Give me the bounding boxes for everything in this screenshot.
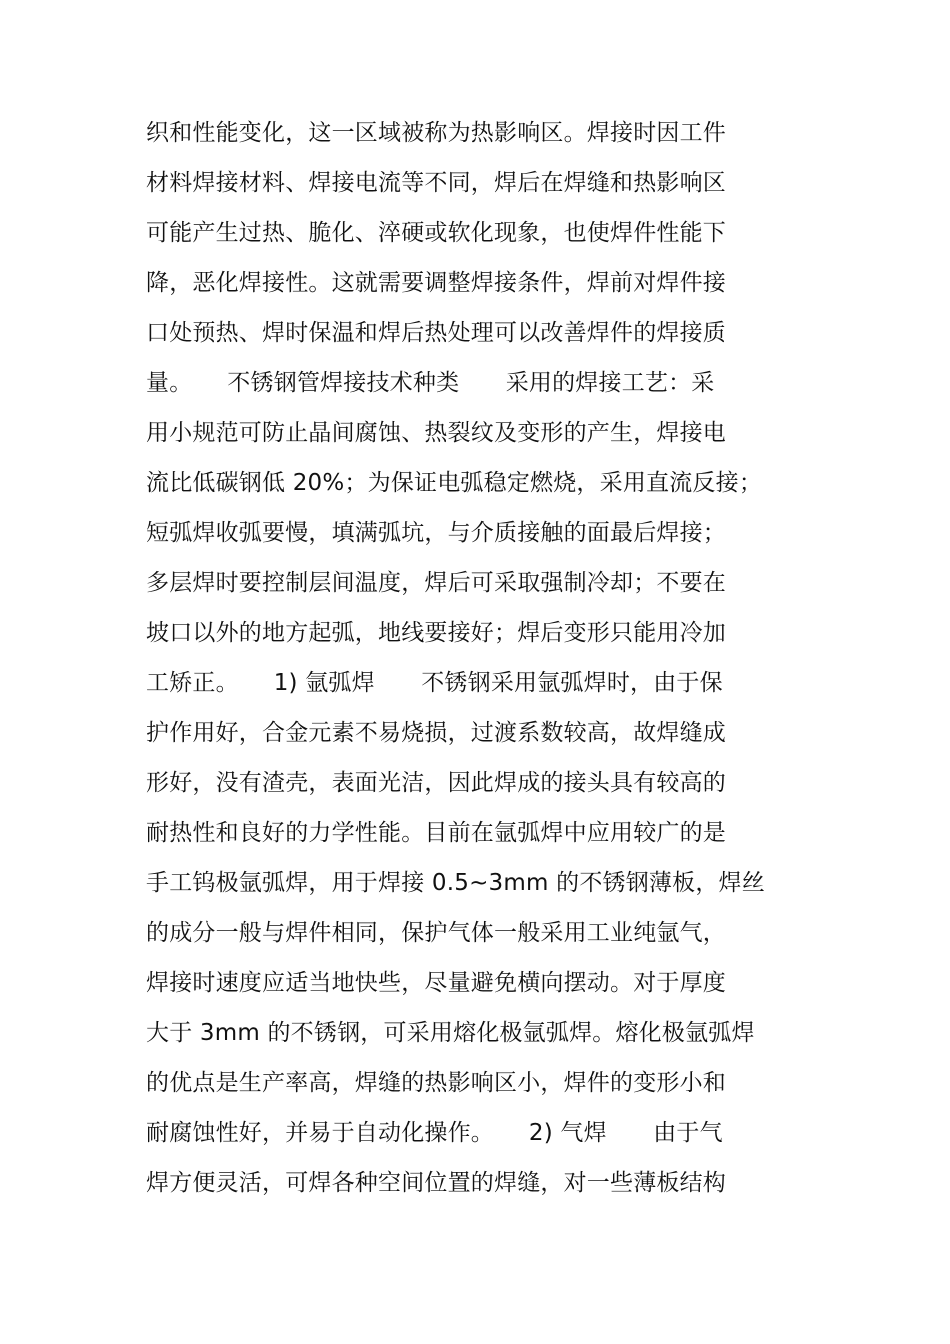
text-line: 的成分一般与焊件相同，保护气体一般采用工业纯氩气，: [146, 920, 726, 946]
text-line: 流比低碳钢低 20%；为保证电弧稳定燃烧，采用直流反接；: [146, 470, 763, 496]
text-line: 量。 不锈钢管焊接技术种类 采用的焊接工艺：采: [146, 370, 715, 396]
text-line: 口处预热、焊时保温和焊后热处理可以改善焊件的焊接质: [146, 320, 726, 346]
text-line: 大于 3mm 的不锈钢，可采用熔化极氩弧焊。熔化极氩弧焊: [146, 1020, 755, 1046]
text-line: 材料焊接材料、焊接电流等不同，焊后在焊缝和热影响区: [146, 170, 726, 196]
text-line: 多层焊时要控制层间温度，焊后可采取强制冷却；不要在: [146, 570, 726, 596]
text-line: 耐热性和良好的力学性能。目前在氩弧焊中应用较广的是: [146, 820, 726, 846]
text-line: 织和性能变化，这一区域被称为热影响区。焊接时因工件: [146, 120, 726, 146]
body-text: [146, 108, 816, 1208]
text-line: 降，恶化焊接性。这就需要调整焊接条件，焊前对焊件接: [146, 270, 726, 296]
text-line: 焊方便灵活，可焊各种空间位置的焊缝，对一些薄板结构: [146, 1170, 726, 1196]
text-line: 工矫正。 1) 氩弧焊 不锈钢采用氩弧焊时，由于保: [146, 670, 723, 696]
text-line: 用小规范可防止晶间腐蚀、热裂纹及变形的产生，焊接电: [146, 420, 726, 446]
text-line: 耐腐蚀性好，并易于自动化操作。 2) 气焊 由于气: [146, 1120, 723, 1146]
text-line: 护作用好，合金元素不易烧损，过渡系数较高，故焊缝成: [146, 720, 726, 746]
text-line: 手工钨极氩弧焊，用于焊接 0.5~3mm 的不锈钢薄板，焊丝: [146, 870, 765, 896]
text-line: 焊接时速度应适当地快些，尽量避免横向摆动。对于厚度: [146, 970, 726, 996]
text-line: 形好，没有渣壳，表面光洁，因此焊成的接头具有较高的: [146, 770, 726, 796]
text-line: 短弧焊收弧要慢，填满弧坑，与介质接触的面最后焊接；: [146, 520, 726, 546]
text-line: 坡口以外的地方起弧，地线要接好；焊后变形只能用冷加: [146, 620, 726, 646]
text-line: 的优点是生产率高，焊缝的热影响区小，焊件的变形小和: [146, 1070, 726, 1096]
text-line: 可能产生过热、脆化、淬硬或软化现象，也使焊件性能下: [146, 220, 726, 246]
